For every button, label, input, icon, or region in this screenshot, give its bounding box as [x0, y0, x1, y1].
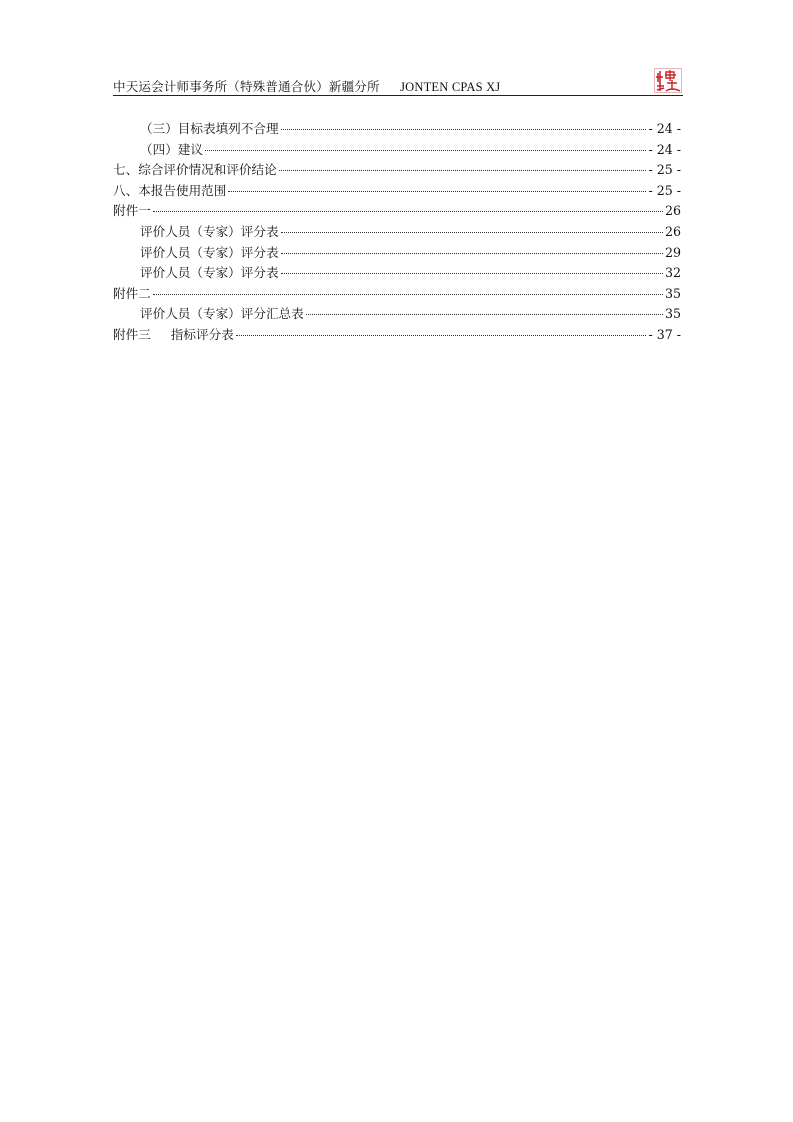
header-divider	[113, 95, 683, 96]
toc-entry-page: - 25 -	[648, 162, 681, 178]
toc-leader-dots	[153, 211, 663, 212]
toc-entry[interactable]	[113, 324, 681, 345]
toc-entry-label: 评价人员（专家）评分表	[140, 223, 279, 239]
firm-name: 中天运会计师事务所（特殊普通合伙）新疆分所	[113, 79, 380, 94]
toc-entry[interactable]	[113, 118, 681, 139]
toc-entry-page: - 24 -	[648, 121, 681, 136]
toc-leader-dots	[153, 294, 663, 295]
toc-entry-label-main: 附件三	[113, 326, 151, 342]
toc-entry-label: 附件二	[113, 285, 151, 301]
toc-entry-label: （四）建议	[140, 141, 203, 157]
header-title	[113, 77, 500, 95]
page-header	[113, 68, 683, 96]
toc-entry-page: 32	[664, 265, 681, 281]
toc-entry[interactable]	[113, 242, 681, 263]
toc-leader-dots	[281, 232, 663, 233]
toc-entry-page: 26	[664, 223, 681, 239]
toc-entry[interactable]	[113, 139, 681, 160]
toc-leader-dots	[281, 273, 663, 274]
toc-entry[interactable]	[113, 159, 681, 180]
toc-leader-dots	[236, 335, 647, 336]
toc-entry[interactable]	[113, 262, 681, 283]
toc-entry-label: 评价人员（专家）评分表	[140, 244, 279, 260]
toc-leader-dots	[279, 170, 647, 171]
jonten-logo-icon	[654, 68, 682, 93]
toc-leader-dots	[281, 129, 647, 130]
toc-entry[interactable]	[113, 200, 681, 221]
toc-entry-label: 七、综合评价情况和评价结论	[113, 162, 277, 178]
toc-leader-dots	[205, 150, 646, 151]
jonten-logo	[654, 68, 682, 93]
toc-entry-label: 评价人员（专家）评分表	[140, 265, 279, 281]
toc-leader-dots	[281, 253, 663, 254]
toc-entry-page: - 25 -	[648, 182, 681, 198]
toc-leader-dots	[306, 314, 663, 315]
toc-entry-label: 八、本报告使用范围	[113, 182, 227, 198]
toc-entry-label-sub: 指标评分表	[170, 326, 234, 342]
toc-entry[interactable]	[113, 303, 681, 324]
toc-entry-label: 评价人员（专家）评分汇总表	[140, 306, 304, 322]
toc-leader-dots	[228, 191, 646, 192]
toc-entry[interactable]	[113, 283, 681, 304]
toc-entry-label	[113, 324, 234, 343]
toc-entry-label: 附件一	[113, 203, 151, 219]
toc-entry[interactable]	[113, 221, 681, 242]
toc-entry[interactable]	[113, 180, 681, 201]
toc-entry-page: - 24 -	[648, 141, 681, 157]
toc-entry-label: （三）目标表填列不合理	[140, 121, 279, 136]
toc-entry-page: 29	[664, 244, 681, 260]
table-of-contents	[113, 118, 681, 345]
toc-entry-page: 26	[664, 203, 681, 219]
toc-entry-page: - 37 -	[648, 326, 681, 342]
toc-entry-page: 35	[664, 285, 681, 301]
firm-english-name: JONTEN CPAS XJ	[400, 80, 501, 94]
toc-entry-page: 35	[664, 306, 681, 322]
